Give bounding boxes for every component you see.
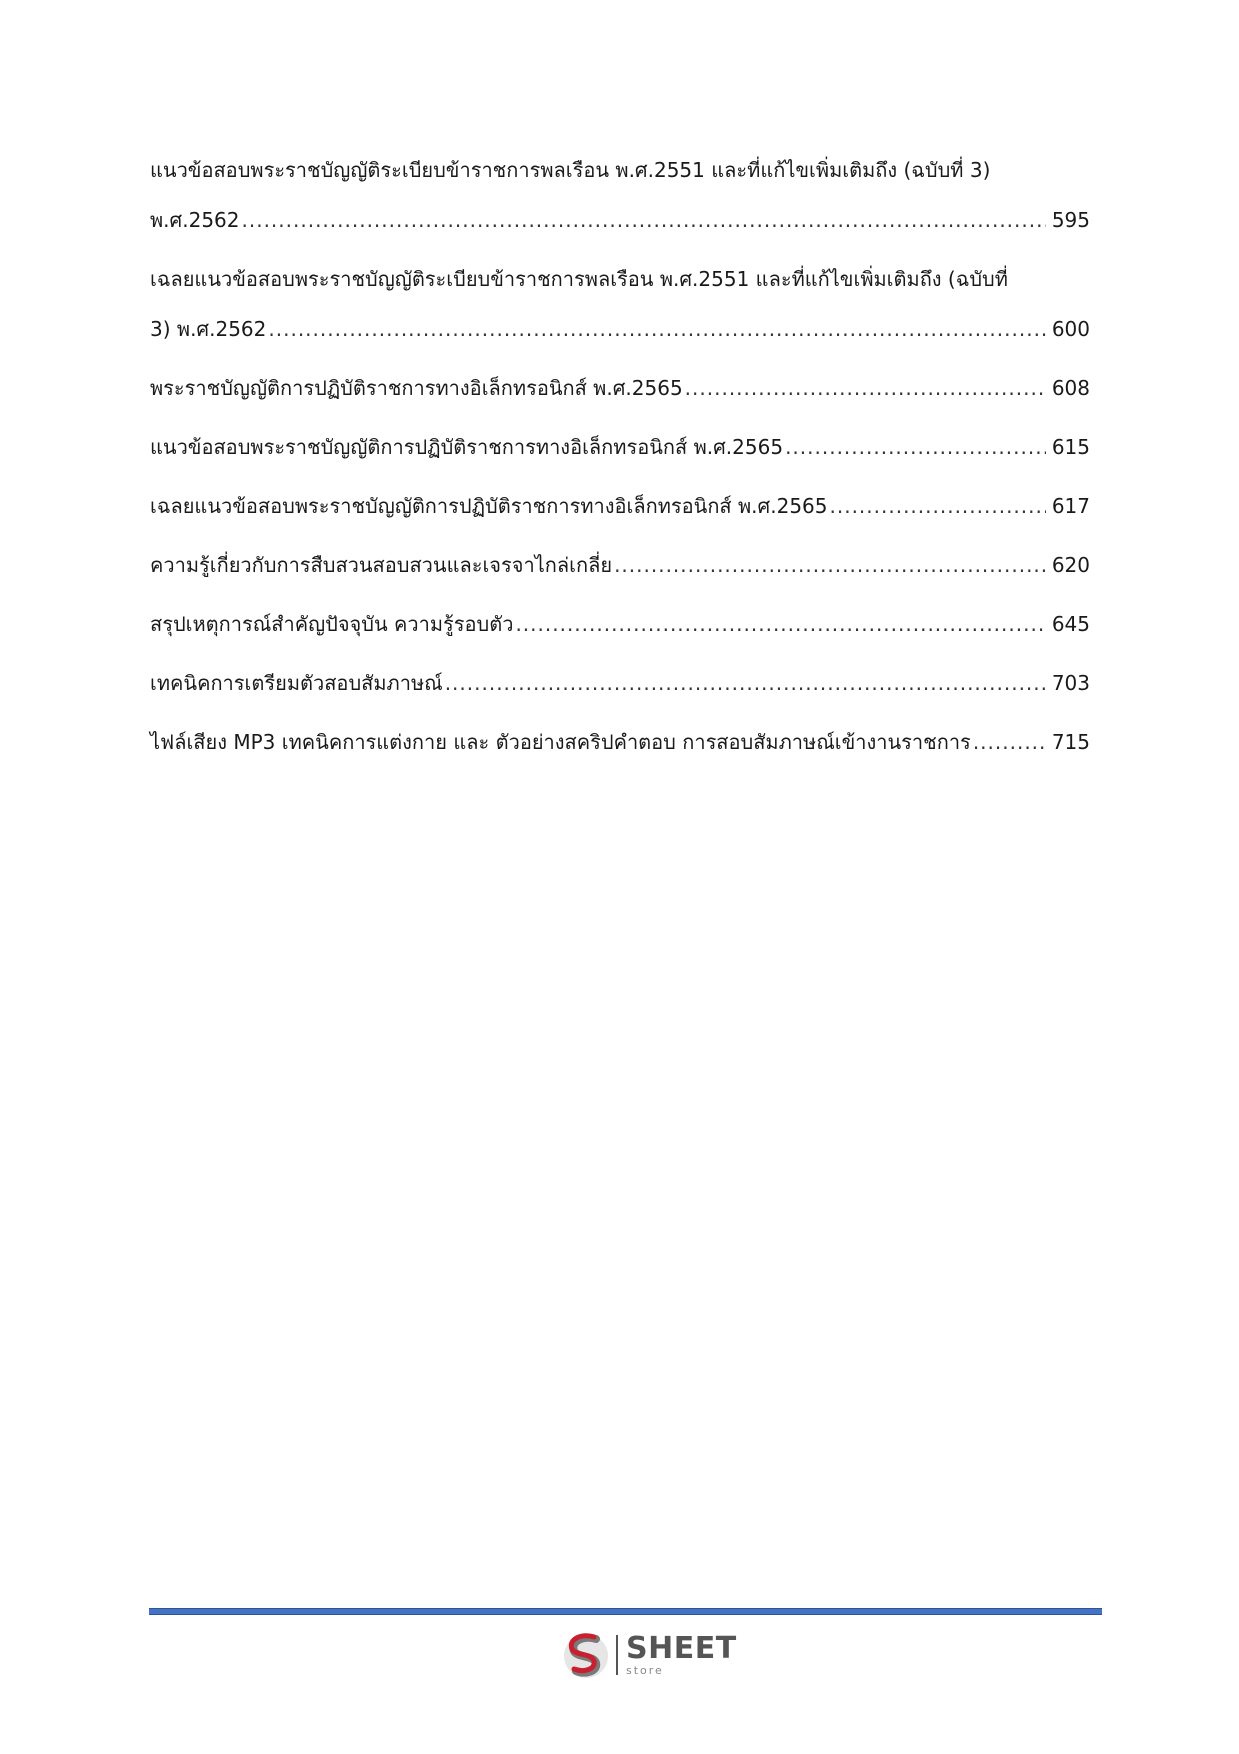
dot-leader — [242, 195, 1046, 245]
toc-entry-title: แนวข้อสอบพระราชบัญญัติการปฏิบัติราชการทางอิเล็กทรอนิกส์ พ.ศ.2565 — [150, 435, 784, 459]
toc-page-number: 703 — [1051, 671, 1090, 695]
dot-leader — [268, 304, 1045, 354]
dot-leader — [614, 540, 1046, 590]
toc-page-number: 595 — [1051, 208, 1090, 232]
toc-entry[interactable] — [150, 422, 1090, 472]
toc-page-number: 608 — [1051, 376, 1090, 400]
toc-entry-title: พระราชบัญญัติการปฏิบัติราชการทางอิเล็กทรอนิกส์ พ.ศ.2565 — [150, 376, 683, 400]
dot-leader — [785, 422, 1046, 472]
toc-page-number: 615 — [1051, 435, 1090, 459]
toc-entry-title-continued: พ.ศ.2562 — [150, 208, 240, 232]
toc-page-number: 600 — [1051, 317, 1090, 341]
toc-entry-title: ความรู้เกี่ยวกับการสืบสวนสอบสวนและเจรจาไกล่เกลี่ย — [150, 553, 613, 577]
sheet-store-logo-icon — [560, 1629, 612, 1681]
toc-entry-title: เทคนิคการเตรียมตัวสอบสัมภาษณ์ — [150, 671, 443, 695]
dot-leader — [515, 599, 1045, 649]
toc-page-number: 645 — [1051, 612, 1090, 636]
dot-leader — [445, 658, 1046, 708]
toc-entry[interactable] — [150, 658, 1090, 708]
toc-entry[interactable] — [150, 540, 1090, 590]
dot-leader — [973, 717, 1046, 767]
toc-entry[interactable] — [150, 145, 1090, 245]
toc-entry-title: ไฟล์เสียง MP3 เทคนิคการแต่งกาย และ ตัวอย่างสคริปคำตอบ การสอบสัมภาษณ์เข้างานราชการ — [150, 730, 971, 754]
toc-entry-title: สรุปเหตุการณ์สำคัญปัจจุบัน ความรู้รอบตัว — [150, 612, 514, 636]
toc-entry-title: แนวข้อสอบพระราชบัญญัติระเบียบข้าราชการพลเรือน พ.ศ.2551 และที่แก้ไขเพิ่มเติมถึง (ฉบับที่ 3) — [150, 158, 991, 182]
dot-leader — [685, 363, 1046, 413]
logo-text — [626, 1631, 737, 1677]
toc-page-number: 715 — [1051, 730, 1090, 754]
toc-page-number: 617 — [1051, 494, 1090, 518]
logo-subword: store — [626, 1664, 664, 1677]
logo-word: SHEET — [626, 1631, 737, 1666]
dot-leader — [830, 481, 1046, 531]
toc-entry[interactable] — [150, 254, 1090, 354]
sheet-store-logo — [560, 1628, 737, 1682]
toc-entry[interactable] — [150, 717, 1090, 767]
toc-page-number: 620 — [1051, 553, 1090, 577]
toc-entry-title-continued: 3) พ.ศ.2562 — [150, 317, 267, 341]
toc-entry[interactable] — [150, 363, 1090, 413]
table-of-contents — [150, 145, 1090, 776]
toc-entry-title: เฉลยแนวข้อสอบพระราชบัญญัติระเบียบข้าราชการพลเรือน พ.ศ.2551 และที่แก้ไขเพิ่มเติมถึง (ฉบับที่ — [150, 267, 1008, 291]
toc-entry[interactable] — [150, 481, 1090, 531]
footer-divider-bar — [149, 1608, 1102, 1615]
toc-entry-title: เฉลยแนวข้อสอบพระราชบัญญัติการปฏิบัติราชการทางอิเล็กทรอนิกส์ พ.ศ.2565 — [150, 494, 828, 518]
toc-entry[interactable] — [150, 599, 1090, 649]
logo-divider — [616, 1635, 618, 1675]
